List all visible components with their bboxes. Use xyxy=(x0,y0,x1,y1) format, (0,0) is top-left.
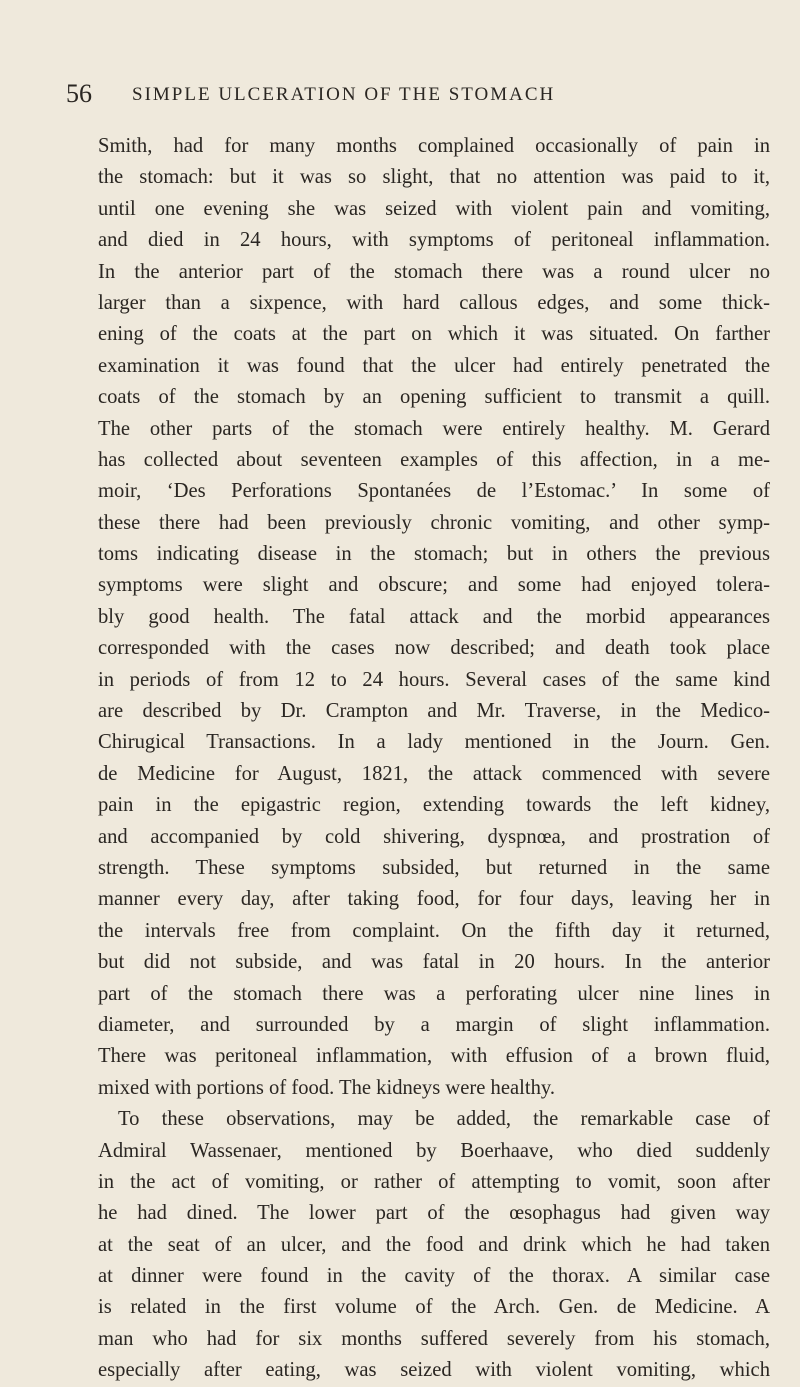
text-line: and accompanied by cold shivering, dyspnœa, and prostration of xyxy=(98,825,770,848)
text-line: at the seat of an ulcer, and the food and drink which he had taken xyxy=(98,1233,770,1256)
text-line: larger than a sixpence, with hard callous edges, and some thick- xyxy=(98,291,770,314)
text-line: In the anterior part of the stomach there was a round ulcer no xyxy=(98,260,770,283)
text-line: but did not subside, and was fatal in 20 hours. In the anterior xyxy=(98,951,770,974)
text-line: strength. These symptoms subsided, but returned in the same xyxy=(98,856,770,879)
text-line: mixed with portions of food. The kidneys were healthy. xyxy=(98,1076,555,1099)
text-line: corresponded with the cases now described; and death took place xyxy=(98,637,770,660)
text-line: The other parts of the stomach were entirely healthy. M. Gerard xyxy=(98,417,770,440)
running-header xyxy=(66,79,734,109)
text-line: the intervals free from complaint. On the fifth day it returned, xyxy=(98,919,770,942)
text-line: in periods of from 12 to 24 hours. Several cases of the same kind xyxy=(98,668,770,691)
text-line: are described by Dr. Crampton and Mr. Traverse, in the Medico- xyxy=(98,700,770,723)
text-line: diameter, and surrounded by a margin of slight inflammation. xyxy=(98,1013,770,1036)
text-line: examination it was found that the ulcer had entirely penetrated the xyxy=(98,354,770,377)
text-line: these there had been previously chronic vomiting, and other symp- xyxy=(98,511,770,534)
text-line: manner every day, after taking food, for four days, leaving her in xyxy=(98,888,770,911)
text-line: he had dined. The lower part of the œsophagus had given way xyxy=(98,1202,770,1225)
text-line: in the act of vomiting, or rather of attempting to vomit, soon after xyxy=(98,1170,770,1193)
text-line: has collected about seventeen examples of this affection, in a me- xyxy=(98,448,770,471)
text-line: ening of the coats at the part on which it was situated. On farther xyxy=(98,323,770,346)
text-line: until one evening she was seized with violent pain and vomiting, xyxy=(98,197,770,220)
body-text xyxy=(98,131,770,1387)
text-line: especially after eating, was seized with violent vomiting, which xyxy=(98,1359,770,1382)
text-line: symptoms were slight and obscure; and some had enjoyed tolera- xyxy=(98,574,770,597)
text-line: bly good health. The fatal attack and the morbid appearances xyxy=(98,605,770,628)
text-line: de Medicine for August, 1821, the attack commenced with severe xyxy=(98,762,770,785)
text-line: Admiral Wassenaer, mentioned by Boerhaave, who died suddenly xyxy=(98,1139,770,1162)
text-line: and died in 24 hours, with symptoms of peritoneal inflammation. xyxy=(98,229,770,252)
text-line: Chirugical Transactions. In a lady mentioned in the Journ. Gen. xyxy=(98,731,770,754)
text-line: toms indicating disease in the stomach; but in others the previous xyxy=(98,543,770,566)
text-line: is related in the first volume of the Arch. Gen. de Medicine. A xyxy=(98,1296,770,1319)
text-line: part of the stomach there was a perforating ulcer nine lines in xyxy=(98,982,770,1005)
text-line: There was peritoneal inflammation, with effusion of a brown fluid, xyxy=(98,1045,770,1068)
text-line: moir, ‘Des Perforations Spontanées de l’Estomac.’ In some of xyxy=(98,480,770,503)
running-title: SIMPLE ULCERATION OF THE STOMACH xyxy=(132,84,556,105)
text-line: Smith, had for many months complained occasionally of pain in xyxy=(98,135,770,157)
text-line: To these observations, may be added, the remarkable case of xyxy=(118,1108,770,1131)
text-line: pain in the epigastric region, extending towards the left kidney, xyxy=(98,794,770,817)
text-line: coats of the stomach by an opening sufficient to transmit a quill. xyxy=(98,386,770,409)
text-line: man who had for six months suffered severely from his stomach, xyxy=(98,1327,770,1350)
text-line: at dinner were found in the cavity of the thorax. A similar case xyxy=(98,1265,770,1288)
text-line: the stomach: but it was so slight, that no attention was paid to it, xyxy=(98,166,770,189)
page-number: 56 xyxy=(66,79,92,108)
